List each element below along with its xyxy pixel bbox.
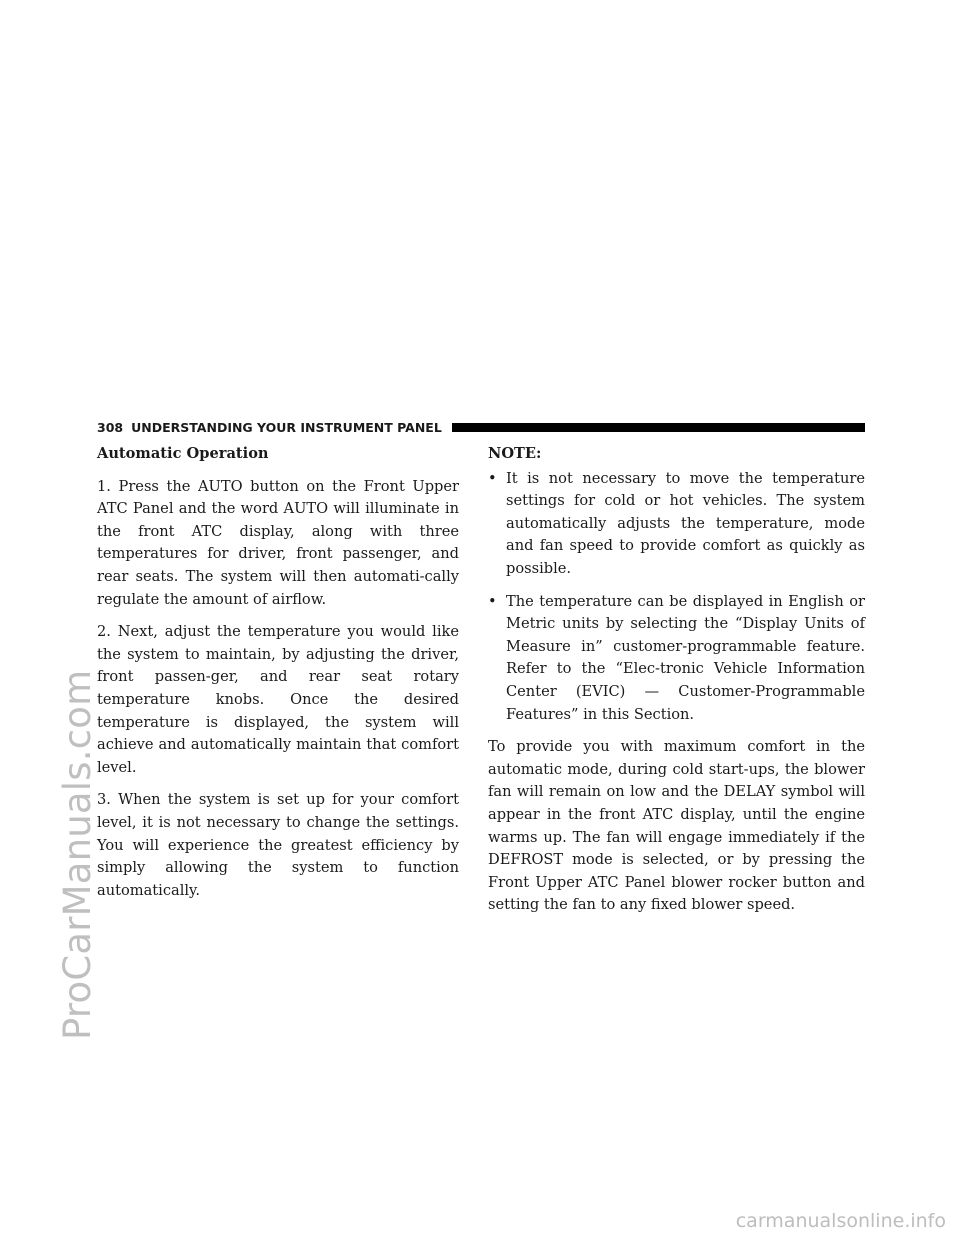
cold-start-paragraph: To provide you with maximum comfort in the automatic mode, during cold start-ups, the blower fan will remain on low and the DELAY symbol will appear in the front ATC display, until the engine warms up. The fan will engage immediately if the DEFROST mode is selected, or by pressing the Front Upper ATC Panel blower rocker button and setting the fan to any fixed blower speed. xyxy=(488,738,865,914)
step-1-paragraph: 1. Press the AUTO button on the Front Upper ATC Panel and the word AUTO will illuminate in the front ATC display, along with three temperatures for driver, front passenger, and rear seats. The system will then automati-cally regulate the amount of airflow. xyxy=(97,477,459,608)
header-rule xyxy=(452,423,865,432)
bullet-icon: • xyxy=(488,592,497,610)
note-bullet-list xyxy=(488,468,865,727)
note-bullet-item xyxy=(488,591,865,727)
page-number: 308 xyxy=(97,419,124,435)
note-heading: NOTE: xyxy=(488,445,542,462)
automatic-operation-heading: Automatic Operation xyxy=(97,445,269,462)
note-bullet-text: It is not necessary to move the temperature settings for cold or hot vehicles. The system automatically adjusts the temperature, mode and fan speed to provide comfort as quickly as possible. xyxy=(506,469,865,577)
note-bullet-text: The temperature can be displayed in English or Metric units by selecting the “Display Units of Measure in” customer-programmable feature. Refer to the “Elec-tronic Vehicle Information Center (EVIC) — Customer-Programmable Features” in this Section. xyxy=(506,592,865,723)
right-column xyxy=(488,443,865,927)
section-title: UNDERSTANDING YOUR INSTRUMENT PANEL xyxy=(131,419,442,435)
step-2-paragraph: 2. Next, adjust the temperature you would like the system to maintain, by adjusting the driver, front passen-ger, and rear seat rotary temperature knobs. Once the desired temperature is displayed, the system will achieve and automatically maintain that comfort level. xyxy=(97,623,459,776)
note-bullet-item xyxy=(488,468,865,581)
bullet-icon: • xyxy=(488,469,497,487)
watermark-carmanualsonline: carmanualsonline.info xyxy=(735,1210,946,1232)
left-column xyxy=(97,443,459,912)
page-header xyxy=(97,417,865,437)
watermark-procarmanuals: ProCarManuals.com xyxy=(56,669,99,1040)
step-3-paragraph: 3. When the system is set up for your comfort level, it is not necessary to change the settings. You will experience the greatest efficiency by simply allowing the system to function automatically. xyxy=(97,791,459,899)
